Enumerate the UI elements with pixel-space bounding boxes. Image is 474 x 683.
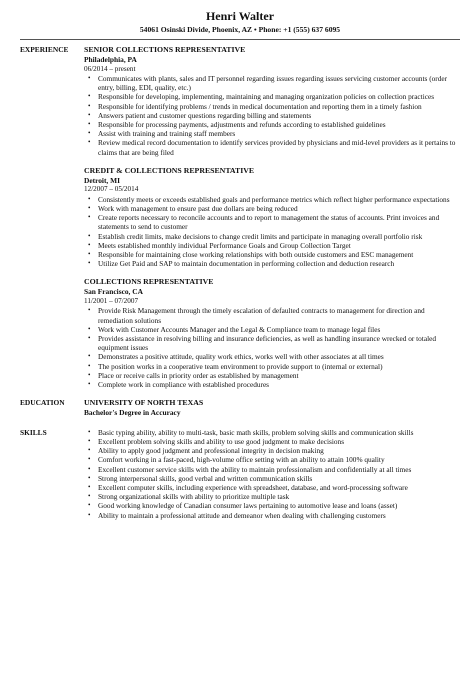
skill-item: • Excellent problem solving skills and ability to use good judgment to make decisions	[98, 437, 460, 446]
skill-item: • Comfort working in a fast-paced, high-volume office setting with an ability to attain 100% quality	[98, 455, 460, 464]
education-degree: Bachelor's Degree in Accuracy	[84, 408, 181, 418]
job-bullet: • Responsible for processing payments, adjustments and refunds according to established guidelines	[98, 120, 460, 129]
skill-item: • Strong interpersonal skills, good verbal and written communication skills	[98, 474, 460, 483]
job-entry	[84, 45, 460, 157]
contact-line: 54061 Osinski Divide, Phoenix, AZ • Phone: +1 (555) 637 6095	[139, 25, 341, 34]
job-entry	[84, 277, 460, 389]
skills-list	[84, 428, 460, 520]
job-title: COLLECTIONS REPRESENTATIVE	[84, 277, 214, 287]
job-bullet: • Answers patient and customer questions regarding billing and statements	[98, 111, 460, 120]
skill-item: • Basic typing ability, ability to multi-task, basic math skills, problem solving skills and communication skills	[98, 428, 460, 437]
job-bullet: • Assist with training and training staff members	[98, 129, 460, 138]
job-title: CREDIT & COLLECTIONS REPRESENTATIVE	[84, 165, 255, 175]
job-bullet: • Place or receive calls in priority order as established by management	[98, 371, 460, 380]
job-bullet: • Complete work in compliance with established procedures	[98, 380, 460, 389]
job-bullet: • Responsible for developing, implementing, maintaining and managing organization policies on collection practices	[98, 92, 460, 101]
resume-header	[20, 8, 460, 35]
education-school: UNIVERSITY OF NORTH TEXAS	[84, 398, 204, 408]
job-bullet: • The position works in a cooperative team environment to provide support to (internal or external)	[98, 362, 460, 371]
header-divider	[20, 39, 460, 40]
skill-item: • Good working knowledge of Canadian consumer laws pertaining to automotive lease and loans (asset)	[98, 501, 460, 510]
skills-label: SKILLS	[20, 427, 47, 437]
job-entry	[84, 166, 460, 269]
education-label: EDUCATION	[20, 398, 65, 408]
job-bullet: • Create reports necessary to reconcile accounts and to report to management the status of accounts. Print invoices and statements to send to customer	[98, 213, 460, 231]
experience-section	[20, 45, 460, 398]
job-bullet: • Review medical record documentation to identify services provided by physicians and mid-level providers as it pertains to claims that are being filed	[98, 138, 460, 156]
job-location: Detroit, MI	[84, 175, 120, 185]
job-bullet: • Consistently meets or exceeds established goals and performance metrics which reflect higher performance expectations	[98, 195, 460, 204]
job-dates: 11/2001 – 07/2007	[84, 296, 139, 305]
job-bullet: • Provides assistance in resolving billing and insurance deficiencies, as well as handling insurance wrecked or totaled equipment issues	[98, 334, 460, 352]
skill-item: • Ability to maintain a professional attitude and demeanor when dealing with challenging customers	[98, 511, 460, 520]
skill-item: • Strong organizational skills with ability to prioritize multiple task	[98, 492, 460, 501]
job-bullet: • Demonstrates a positive attitude, quality work ethics, works well with other associates at all times	[98, 352, 460, 361]
job-bullet: • Meets established monthly individual Performance Goals and Group Collection Target	[98, 241, 460, 250]
skills-body	[84, 428, 460, 520]
job-bullets	[84, 306, 460, 389]
job-bullet: • Work with Customer Accounts Manager and the Legal & Compliance team to manage legal files	[98, 325, 460, 334]
skills-section	[20, 428, 460, 520]
experience-list	[84, 45, 460, 398]
job-dates: 06/2014 – present	[84, 64, 136, 73]
education-body	[84, 398, 460, 418]
job-bullets	[84, 195, 460, 269]
skill-item: • Ability to apply good judgment and professional integrity in decision making	[98, 446, 460, 455]
job-title: SENIOR COLLECTIONS REPRESENTATIVE	[84, 45, 246, 54]
job-bullet: • Utilize Get Paid and SAP to maintain documentation in performing collection and deduction research	[98, 259, 460, 268]
job-bullet: • Responsible for maintaining close working relationships with both outside customers and ESC management	[98, 250, 460, 259]
job-bullet: • Responsible for identifying problems / trends in medical documentation and reporting them in a timely fashion	[98, 102, 460, 111]
job-location: San Francisco, CA	[84, 287, 143, 297]
job-bullet: • Provide Risk Management through the timely escalation of defaulted contracts to management for direction and remediation solutions	[98, 306, 460, 324]
job-bullet: • Work with management to ensure past due dollars are being reduced	[98, 204, 460, 213]
job-location: Philadelphia, PA	[84, 55, 137, 64]
education-section	[20, 398, 460, 418]
skill-item: • Excellent computer skills, including experience with spreadsheet, database, and word-processing software	[98, 483, 460, 492]
job-dates: 12/2007 – 05/2014	[84, 185, 139, 194]
job-bullets	[84, 74, 460, 157]
job-bullet: • Establish credit limits, make decisions to change credit limits and participate in managing overall portfolio risk	[98, 232, 460, 241]
job-bullet: • Communicates with plants, sales and IT personnel regarding issues regarding issues servicing customer accounts (order entry, billing, EDI, quality, etc.)	[98, 74, 460, 92]
candidate-name: Henri Walter	[205, 9, 275, 23]
experience-label: EXPERIENCE	[20, 45, 69, 54]
skill-item: • Excellent customer service skills with the ability to maintain professionalism and confidentially at all times	[98, 465, 460, 474]
